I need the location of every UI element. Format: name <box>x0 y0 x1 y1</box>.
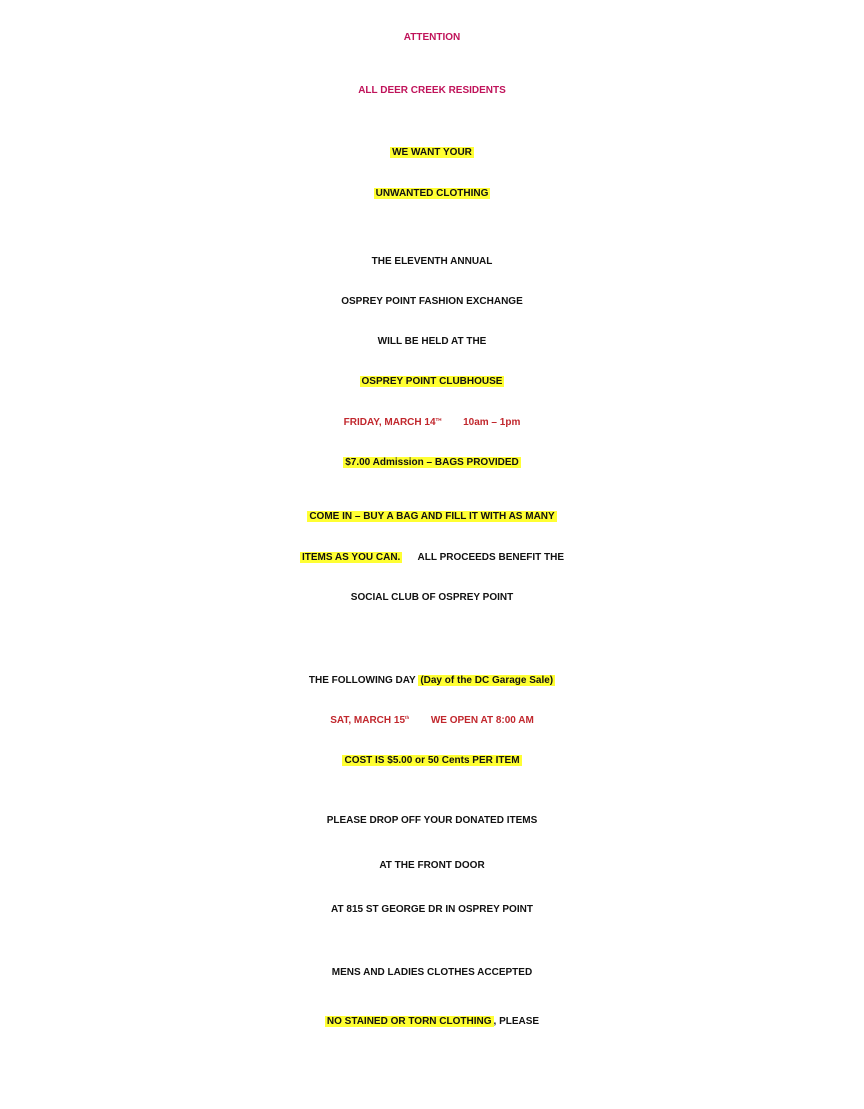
proceeds-line-2-rest: ALL PROCEEDS BENEFIT THE <box>417 552 565 563</box>
want-line-2-text: UNWANTED CLOTHING <box>375 188 489 199</box>
footer-highlight: NO STAINED OR TORN CLOTHING <box>326 1016 492 1027</box>
event-venue-text: OSPREY POINT CLUBHOUSE <box>361 376 503 387</box>
following-cost-text: COST IS $5.00 or 50 Cents PER ITEM <box>344 755 520 766</box>
following-date <box>0 716 864 726</box>
following-cost <box>0 756 864 766</box>
event-venue <box>0 377 864 387</box>
footer-rest: , PLEASE <box>493 1016 540 1027</box>
following-line-1 <box>0 676 864 686</box>
dropoff-line-3: AT 815 ST GEORGE DR IN OSPREY POINT <box>331 904 533 915</box>
proceeds-line-1-text: COME IN – BUY A BAG AND FILL IT WITH AS MANY <box>309 511 555 522</box>
event-date <box>0 418 864 428</box>
event-date-text: FRIDAY, MARCH 14 <box>343 417 436 429</box>
event-line-2: OSPREY POINT FASHION EXCHANGE <box>341 296 523 307</box>
following-garage: (Day of the DC Garage Sale) <box>420 675 554 686</box>
event-date-suffix: TH <box>435 417 442 422</box>
following-date-text: SAT, MARCH 15 <box>330 715 406 727</box>
proceeds-line-1 <box>0 512 864 522</box>
want-line-1 <box>0 148 864 158</box>
event-time: 10am – 1pm <box>463 417 521 429</box>
following-open: WE OPEN AT 8:00 AM <box>430 715 534 727</box>
proceeds-line-3: SOCIAL CLUB OF OSPREY POINT <box>350 592 514 603</box>
header-residents: ALL DEER CREEK RESIDENTS <box>358 85 506 96</box>
event-line-3: WILL BE HELD AT THE <box>377 336 487 347</box>
proceeds-line-2-highlight: ITEMS AS YOU CAN. <box>301 552 401 563</box>
footer-line-1: MENS AND LADIES CLOTHES ACCEPTED <box>331 967 533 978</box>
want-line-1-text: WE WANT YOUR <box>392 147 472 158</box>
proceeds-line-2 <box>0 553 864 563</box>
dropoff-line-1: PLEASE DROP OFF YOUR DONATED ITEMS <box>326 815 538 826</box>
event-line-1: THE ELEVENTH ANNUAL <box>371 256 493 267</box>
dropoff-line-2: AT THE FRONT DOOR <box>379 860 485 871</box>
want-line-2 <box>0 189 864 199</box>
following-lead: THE FOLLOWING DAY <box>308 675 416 686</box>
footer-line-2 <box>0 1017 864 1027</box>
event-admission <box>0 458 864 468</box>
event-admission-text: $7.00 Admission – BAGS PROVIDED <box>345 457 519 468</box>
header-attention: ATTENTION <box>403 32 461 43</box>
following-date-suffix: th <box>405 715 410 720</box>
